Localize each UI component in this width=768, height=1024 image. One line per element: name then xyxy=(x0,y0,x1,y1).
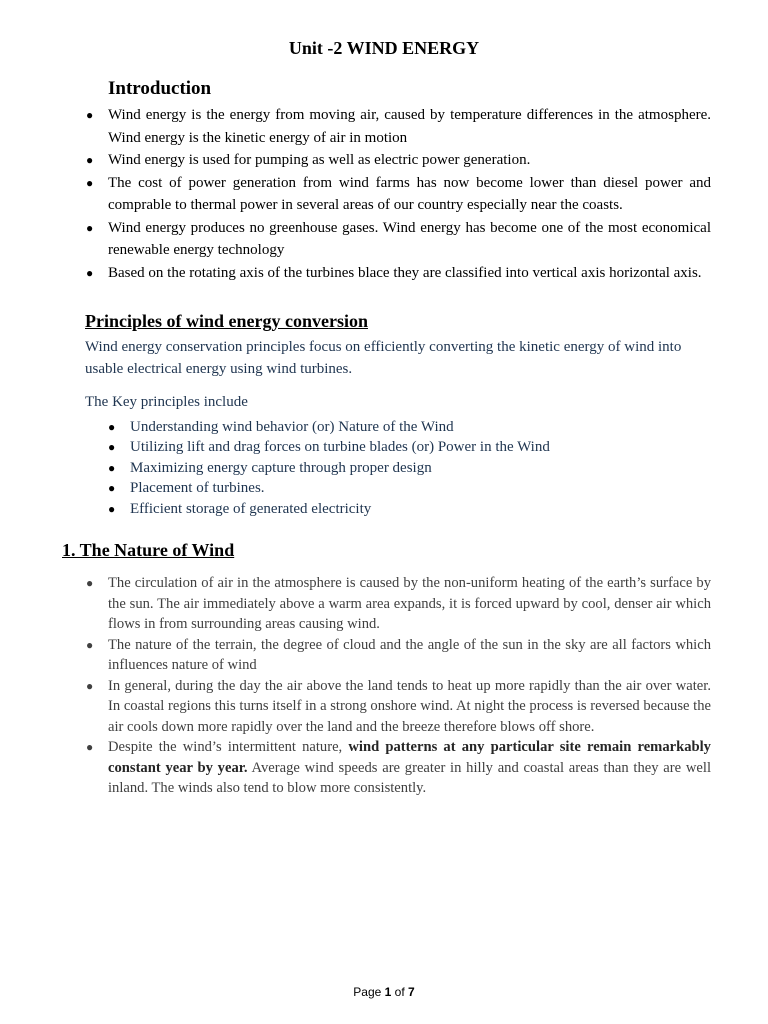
list-item xyxy=(86,676,711,738)
bullet-icon: ● xyxy=(108,481,116,496)
list-item-text: The circulation of air in the atmosphere is caused by the non-uniform heating of the earth’s surface by the sun. The air immediately above a warm area expands, it is forced upward by cool, denser air which flows in from surrounding areas causing wind. xyxy=(108,575,711,632)
bullet-icon: ● xyxy=(86,576,94,590)
introduction-list xyxy=(86,104,711,284)
list-item-text: Utilizing lift and drag forces on turbine blades (or) Power in the Wind xyxy=(130,439,550,456)
list-item xyxy=(86,172,711,217)
list-item-text: Efficient storage of generated electricity xyxy=(130,500,372,517)
key-principles-intro: The Key principles include xyxy=(85,394,248,410)
total-pages-number: 7 xyxy=(408,985,415,999)
list-item xyxy=(108,499,710,519)
list-item xyxy=(86,149,711,172)
nature-of-wind-heading: 1. The Nature of Wind xyxy=(62,540,235,560)
bullet-icon: ● xyxy=(86,740,94,754)
bullet-icon: ● xyxy=(108,440,116,455)
bullet-icon: ● xyxy=(86,175,94,190)
bullet-icon: ● xyxy=(108,501,116,516)
list-item xyxy=(86,635,711,676)
key-principles-list xyxy=(108,417,710,519)
list-item-text: Understanding wind behavior (or) Nature of the Wind xyxy=(130,419,454,435)
bullet-icon: ● xyxy=(86,678,94,693)
bullet-icon: ● xyxy=(86,153,94,167)
list-item xyxy=(108,437,710,457)
list-item xyxy=(108,478,710,498)
list-item xyxy=(108,417,710,437)
list-item xyxy=(86,262,711,285)
bullet-icon: ● xyxy=(108,460,116,475)
bullet-icon: ● xyxy=(86,108,94,122)
list-item-text: Wind energy is the energy from moving air, caused by temperature differences in the atmosphere. Wind energy is the kinetic energy of air in motion xyxy=(108,107,711,146)
bullet-icon: ● xyxy=(108,420,116,434)
page-label: Page xyxy=(353,985,382,999)
list-item-text: The cost of power generation from wind farms has now become lower than diesel power and comprable to thermal power in several areas of our country especially near the coasts. xyxy=(108,174,711,213)
list-item xyxy=(86,217,711,262)
list-item xyxy=(108,458,710,478)
list-item-text: Wind energy is used for pumping as well as electric power generation. xyxy=(108,152,531,168)
list-item-text: The nature of the terrain, the degree of cloud and the angle of the sun in the sky are all factors which influences nature of wind xyxy=(108,636,711,673)
nature-of-wind-list xyxy=(86,573,712,799)
list-item-text: Maximizing energy capture through proper design xyxy=(130,459,432,476)
page-of-label: of xyxy=(394,985,405,999)
list-item-text-prefix: Despite the wind’s intermittent nature, xyxy=(108,739,349,755)
list-item xyxy=(86,104,711,149)
bullet-icon: ● xyxy=(86,637,94,652)
list-item-text: Wind energy produces no greenhouse gases. Wind energy has become one of the most economical renewable energy technology xyxy=(108,219,711,258)
list-item-text-bold: wind patterns at any particular site remain remarkably constant year by year. xyxy=(108,739,711,776)
principles-description: Wind energy conservation principles focus on efficiently converting the kinetic energy of wind into usable electrical energy using wind turbines. xyxy=(85,339,682,377)
list-item-text: Placement of turbines. xyxy=(130,480,265,497)
page-footer xyxy=(0,985,768,999)
bullet-icon: ● xyxy=(86,220,94,235)
list-item xyxy=(86,573,711,635)
list-item-text: Based on the rotating axis of the turbines blace they are classified into vertical axis horizontal axis. xyxy=(108,264,702,281)
introduction-heading: Introduction xyxy=(108,78,212,99)
current-page-number: 1 xyxy=(384,985,392,999)
list-item-text-suffix: Average wind speeds are greater in hilly and coastal areas than they are well inland. The winds also tend to blow more consistently. xyxy=(108,759,712,796)
bullet-icon: ● xyxy=(86,265,94,280)
list-item xyxy=(86,737,712,799)
list-item-text: In general, during the day the air above the land tends to heat up more rapidly than the air over water. In coastal regions this turns itself in a strong onshore wind. At night the process is reversed because the air cools down more rapidly over the land and the breeze therefore blows off shore. xyxy=(108,677,711,735)
document-title: Unit -2 WIND ENERGY xyxy=(288,38,480,58)
principles-heading: Principles of wind energy conversion xyxy=(85,311,368,331)
